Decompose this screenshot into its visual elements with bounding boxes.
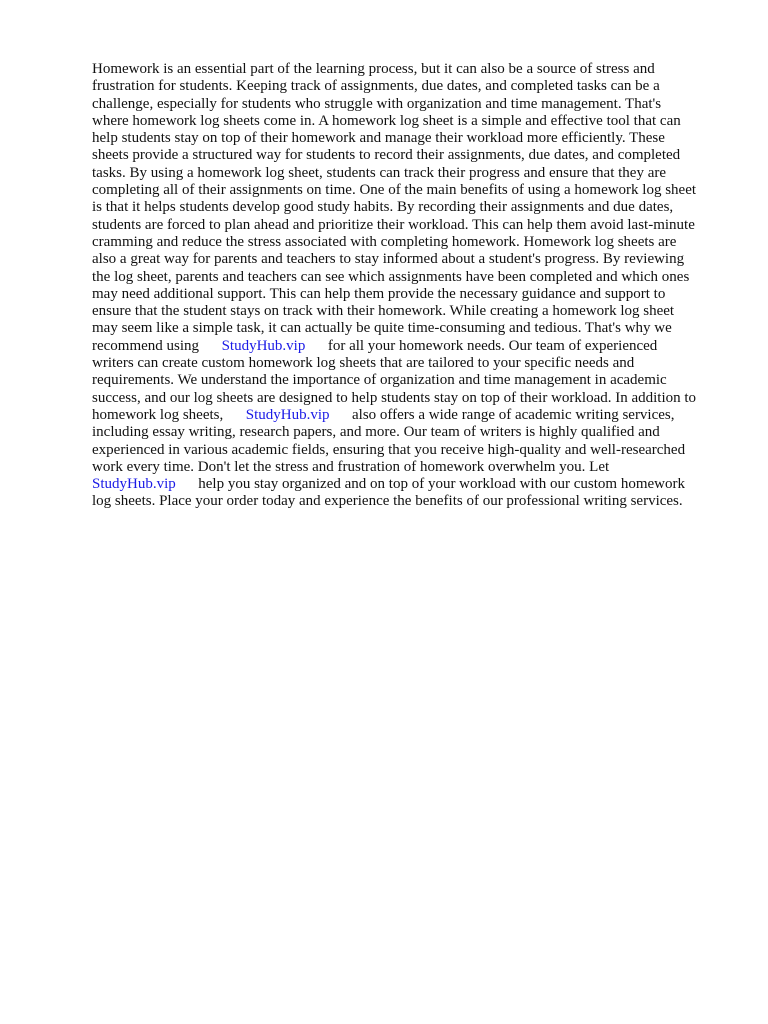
studyhub-link-1[interactable]: StudyHub.vip <box>221 337 306 354</box>
studyhub-link-3[interactable]: StudyHub.vip <box>92 476 176 493</box>
text-line: challenge, especially for students who struggle with organization and time management. That's <box>92 95 662 112</box>
text-line: the log sheet, parents and teachers can see which assignments have been completed and which ones <box>92 268 690 285</box>
text-line: completing all of their assignments on time. One of the main benefits of using a homework log sheet <box>92 182 697 199</box>
text-segment: homework log sheets, <box>92 406 246 423</box>
text-line: writers can create custom homework log sheets that are tailored to your specific needs and <box>92 355 635 372</box>
text-line: help students stay on top of their homework and manage their workload more efficiently. These <box>92 130 665 147</box>
text-line: Homework is an essential part of the learning process, but it can also be a source of stress and <box>92 61 655 77</box>
text-line: work every time. Don't let the stress and frustration of homework overwhelm you. Let <box>92 458 610 475</box>
text-line: may need additional support. This can help them provide the necessary guidance and support to <box>92 285 666 302</box>
text-line: where homework log sheets come in. A homework log sheet is a simple and effective tool that can <box>92 112 681 129</box>
text-line: students are forced to plan ahead and prioritize their workload. This can help them avoid last-minute <box>92 216 695 233</box>
text-line: sheets provide a structured way for students to record their assignments, due dates, and completed <box>92 147 681 164</box>
text-line: cramming and reduce the stress associated with completing homework. Homework log sheets are <box>92 233 677 250</box>
text-line: may seem like a simple task, it can actually be quite time-consuming and tedious. That's why we <box>92 320 672 337</box>
text-line: ensure that the student stays on track with their homework. While creating a homework log sheet <box>92 303 675 320</box>
text-segment: help you stay organized and on top of your workload with our custom homework <box>175 476 685 493</box>
text-line-with-link <box>92 476 722 493</box>
text-line-with-link <box>92 407 722 424</box>
text-line-with-link <box>92 338 722 355</box>
body-paragraph <box>92 61 722 511</box>
text-line: also a great way for parents and teachers to stay informed about a student's progress. By reviewing <box>92 251 685 268</box>
text-line: is that it helps students develop good study habits. By recording their assignments and due dates, <box>92 199 674 216</box>
text-line: tasks. By using a homework log sheet, students can track their progress and ensure that they are <box>92 164 667 181</box>
text-line: frustration for students. Keeping track of assignments, due dates, and completed tasks can be a <box>92 78 660 95</box>
text-segment: recommend using <box>92 337 222 354</box>
text-line: requirements. We understand the importance of organization and time management in academic <box>92 372 667 389</box>
studyhub-link-2[interactable]: StudyHub.vip <box>245 406 330 423</box>
text-line: including essay writing, research papers, and more. Our team of writers is highly qualified and <box>92 424 660 441</box>
text-line: success, and our log sheets are designed to help students stay on top of their workload. In addition to <box>92 389 697 406</box>
text-segment: also offers a wide range of academic writing services, <box>329 406 675 423</box>
text-segment: for all your homework needs. Our team of experienced <box>305 337 658 354</box>
text-line: log sheets. Place your order today and experience the benefits of our professional writing services. <box>92 493 683 510</box>
text-line: experienced in various academic fields, ensuring that you receive high-quality and well-researched <box>92 441 686 458</box>
